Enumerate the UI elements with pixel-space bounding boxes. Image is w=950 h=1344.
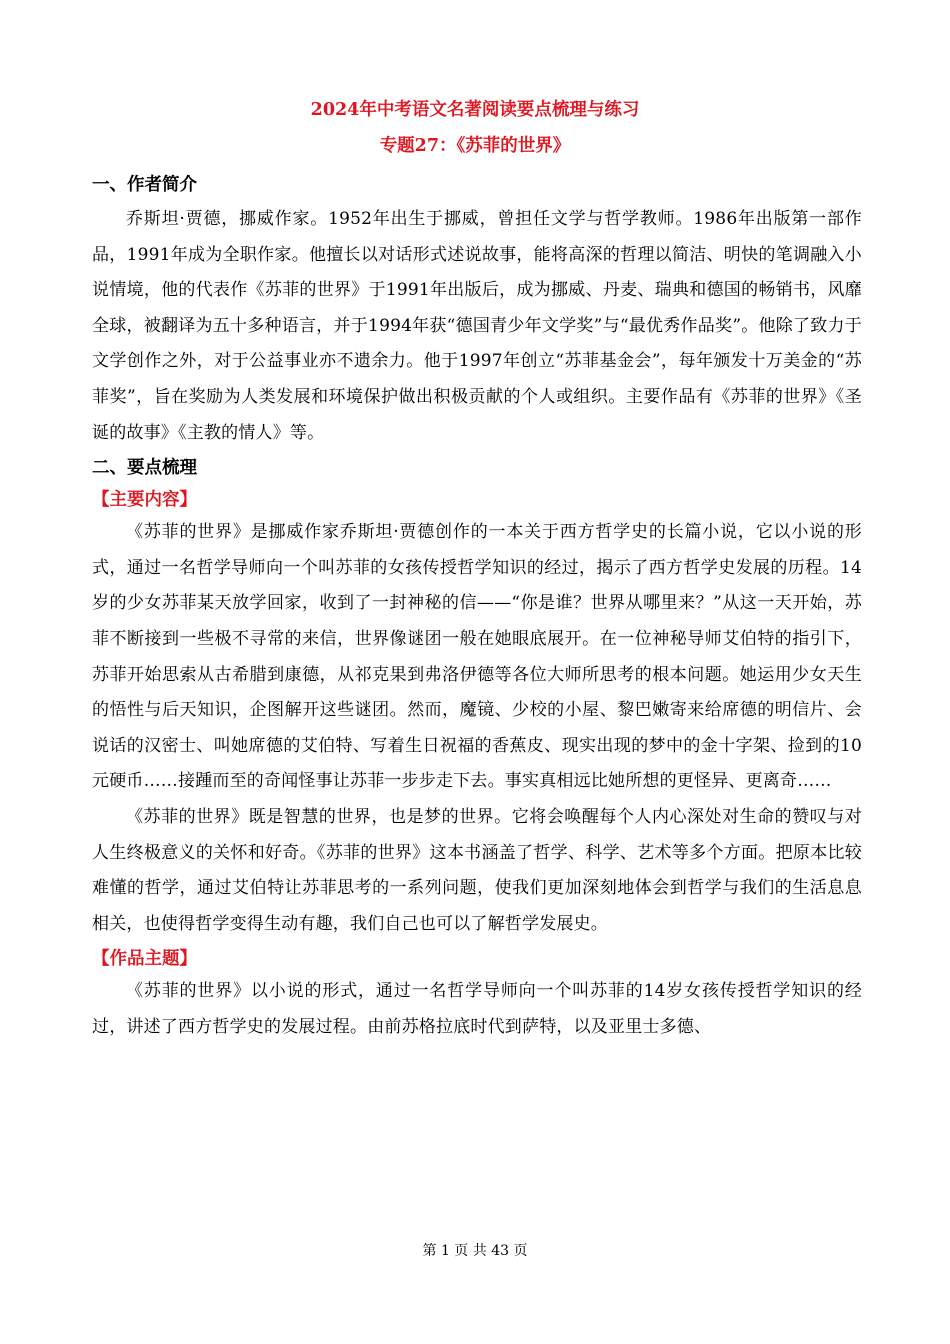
section-heading-author: 一、作者简介	[92, 175, 197, 195]
main-content-paragraph-1: 《苏菲的世界》是挪威作家乔斯坦·贾德创作的一本关于西方哲学史的长篇小说，它以小说的形式，通过一名哲学导师向一个叫苏菲的女孩传授哲学知识的经过，揭示了西方哲学史发展的历程。14岁的少女苏菲某天放学回家，收到了一封神秘的信——“你是谁？世界从哪里来？”从这一天开始，苏菲不断接到一些极不寻常的来信，世界像谜团一般在她眼底展开。在一位神秘导师艾伯特的指引下，苏菲开始思索从古希腊到康德，从祁克果到弗洛伊德等各位大师所思考的根本问题。她运用少女天生的悟性与后天知识，企图解开这些谜团。然而，魔镜、少校的小屋、黎巴嫩寄来给席德的明信片、会说话的汉密士、叫她席德的艾伯特、写着生日祝福的香蕉皮、现实出现的梦中的金十字架、捡到的10元硬币……接踵而至的奇闻怪事让苏菲一步步走下去。事实真相远比她所想的更怪异、更离奇……	[92, 522, 862, 792]
main-content-paragraph-2: 《苏菲的世界》既是智慧的世界，也是梦的世界。它将会唤醒每个人内心深处对生命的赞叹与对人生终极意义的关怀和好奇。《苏菲的世界》这本书涵盖了哲学、科学、艺术等多个方面。把原本比较难懂的哲学，通过艾伯特让苏菲思考的一系列问题，使我们更加深刻地体会到哲学与我们的生活息息相关，也使得哲学变得生动有趣，我们自己也可以了解哲学发展史。	[92, 806, 862, 934]
main-content-label: 【主要内容】	[92, 490, 197, 511]
document-body	[92, 170, 862, 1045]
section-heading-key-points: 二、要点梳理	[92, 458, 197, 479]
page-footer: 第 1 页 共 43 页	[422, 1243, 528, 1259]
theme-label: 【作品主题】	[92, 949, 197, 970]
document-title: 2024年中考语文名著阅读要点梳理与练习	[310, 100, 640, 120]
theme-paragraph: 《苏菲的世界》以小说的形式，通过一名哲学导师向一个叫苏菲的14岁女孩传授哲学知识的经过，讲述了西方哲学史的发展过程。由前苏格拉底时代到萨特，以及亚里士多德、	[92, 981, 862, 1037]
author-paragraph: 乔斯坦·贾德，挪威作家。1952年出生于挪威，曾担任文学与哲学教师。1986年出版第一部作品，1991年成为全职作家。他擅长以对话形式述说故事，能将高深的哲理以简洁、明快的笔调融入小说情境，他的代表作《苏菲的世界》于1991年出版后，成为挪威、丹麦、瑞典和德国的畅销书，风靡全球，被翻译为五十多种语言，并于1994年获“德国青少年文学奖”与“最优秀作品奖”。他除了致力于文学创作之外，对于公益事业亦不遗余力。他于1997年创立“苏菲基金会”，每年颁发十万美金的“苏菲奖”，旨在奖励为人类发展和环境保护做出积极贡献的个人或组织。主要作品有《苏菲的世界》《圣诞的故事》《主教的情人》等。	[92, 209, 862, 443]
document-subtitle: 专题27：《苏菲的世界》	[379, 136, 571, 156]
